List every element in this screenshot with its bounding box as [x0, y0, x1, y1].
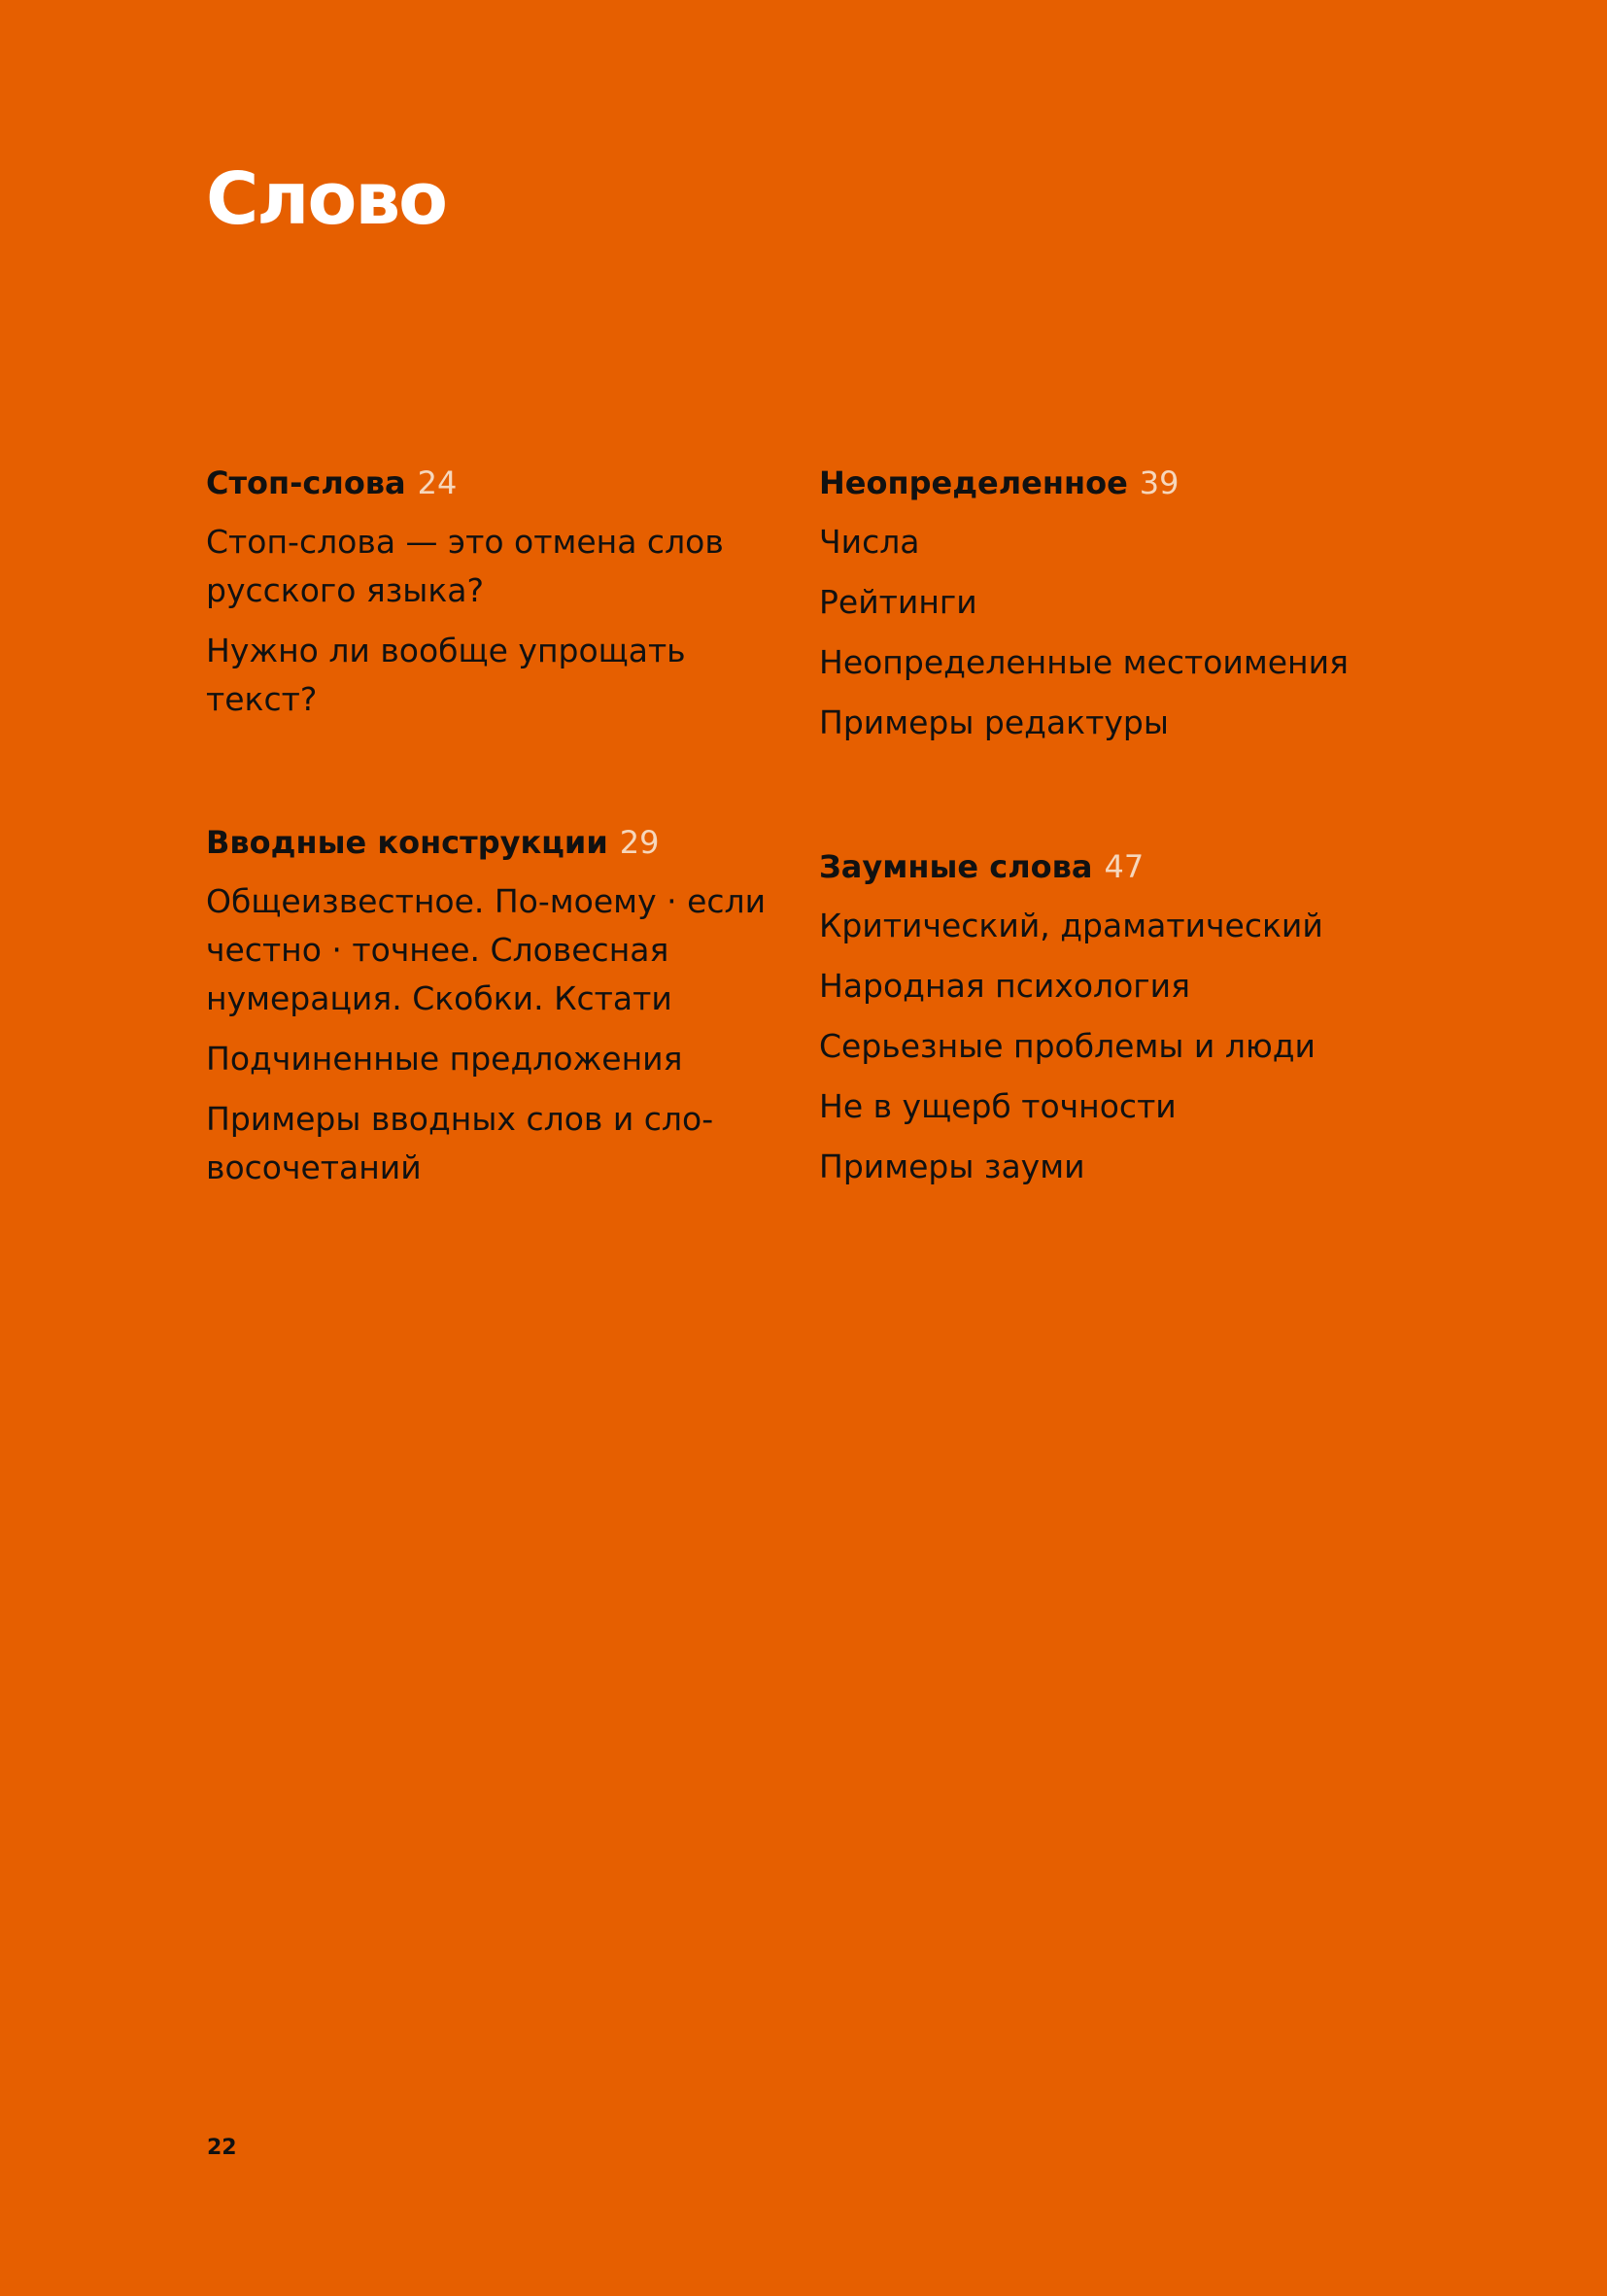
toc-item[interactable]: Общеизвестное. По-моему · если честно · точнее. Словесная нумерация. Скобки. Кстати: [206, 882, 767, 1018]
section-heading-text: Вводные конструкции: [206, 824, 608, 861]
section-heading-text: Неопределенное: [819, 464, 1128, 501]
toc-item[interactable]: Рейтинги: [819, 583, 977, 622]
toc-item[interactable]: Примеры редактуры: [819, 703, 1169, 742]
toc-item[interactable]: Не в ущерб точности: [819, 1087, 1177, 1126]
toc-item[interactable]: Нужно ли вообще упрощать текст?: [206, 632, 686, 719]
toc-section-stop-words: [206, 464, 779, 736]
toc-item[interactable]: Подчиненные предложения: [206, 1040, 683, 1079]
section-heading-text: Стоп-слова: [206, 464, 406, 501]
toc-item[interactable]: Народная психология: [819, 967, 1190, 1006]
toc-item[interactable]: Серьезные проблемы и люди: [819, 1027, 1316, 1066]
page-number: 22: [207, 2136, 237, 2160]
section-page-number: 24: [417, 464, 458, 501]
toc-item[interactable]: Стоп-слова — это отмена слов русского языка?: [206, 523, 724, 610]
toc-item[interactable]: Числа: [819, 523, 920, 562]
toc-section-indefinite: [819, 464, 1460, 759]
section-heading[interactable]: [206, 464, 779, 501]
section-page-number: 29: [619, 824, 660, 861]
toc-section-abstruse-words: [819, 848, 1460, 1203]
section-heading-text: Заумные слова: [819, 848, 1093, 885]
section-heading[interactable]: [819, 848, 1460, 885]
toc-section-intro-constructions: [206, 824, 779, 1204]
section-heading[interactable]: [206, 824, 779, 861]
toc-item[interactable]: Неопределенные местоимения: [819, 643, 1349, 682]
toc-item[interactable]: Критический, драматический: [819, 907, 1323, 945]
chapter-title: Слово: [206, 157, 447, 241]
section-heading[interactable]: [819, 464, 1460, 501]
toc-item[interactable]: Примеры вводных слов и словосочетаний: [206, 1100, 714, 1187]
toc-item[interactable]: Примеры зауми: [819, 1148, 1085, 1186]
section-page-number: 39: [1139, 464, 1180, 501]
section-page-number: 47: [1104, 848, 1145, 885]
